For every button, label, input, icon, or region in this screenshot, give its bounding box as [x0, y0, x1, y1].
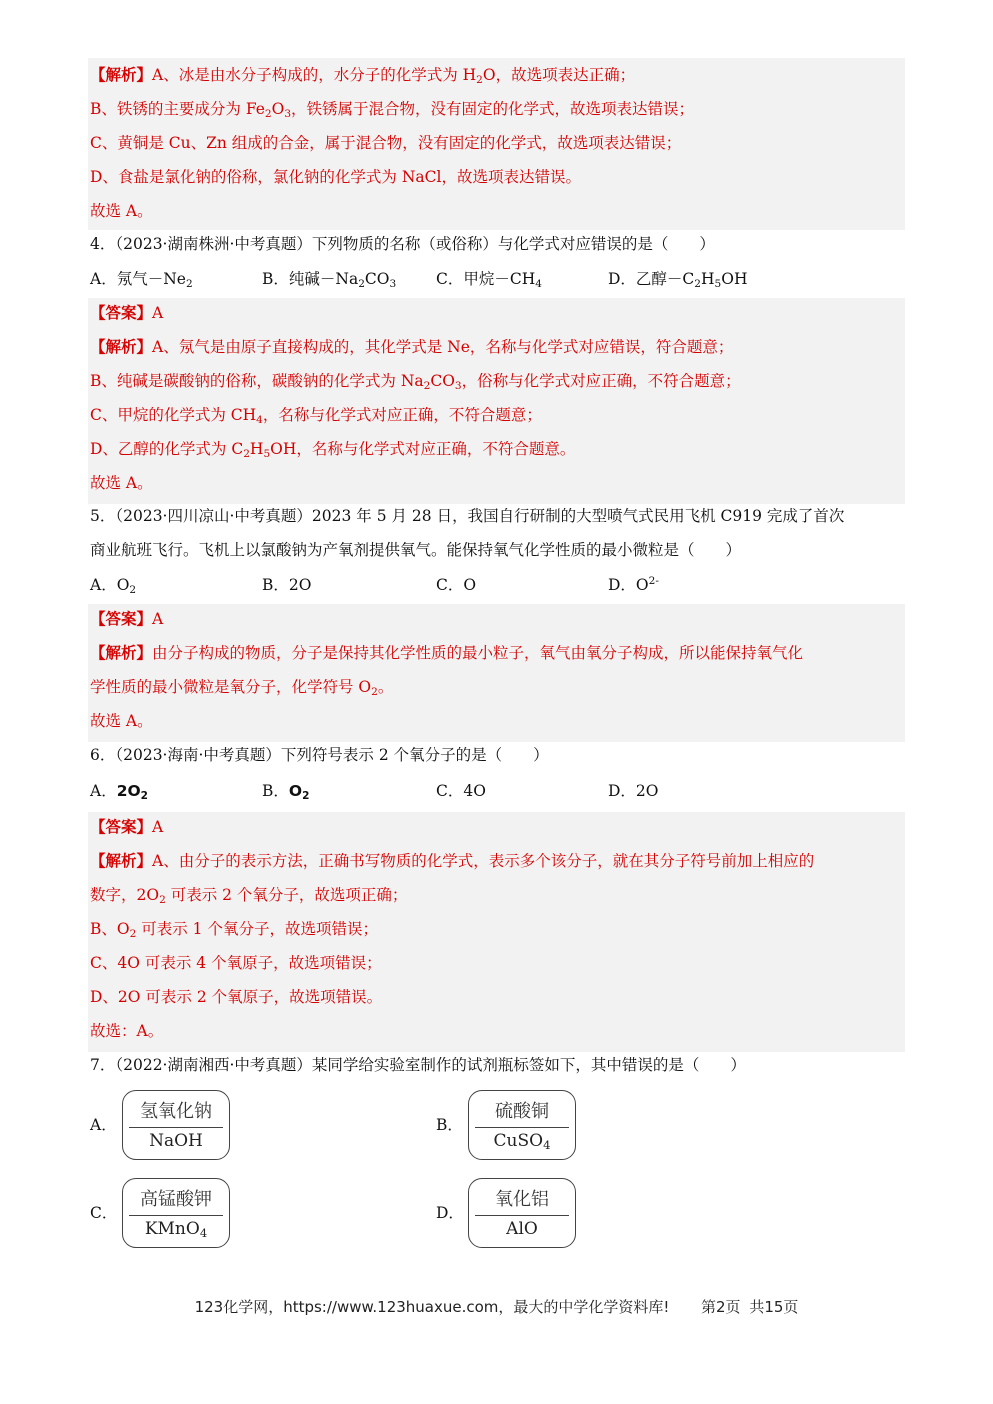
- reagent-name: 氢氧化钠: [140, 1101, 212, 1122]
- q5-option-c: C．O: [436, 576, 477, 594]
- q7-option-c-letter: C．: [90, 1204, 118, 1222]
- q5-analysis-line2: 学性质的最小微粒是氧分子，化学符号 $O_2$。: [90, 678, 394, 698]
- label-divider: [129, 1127, 223, 1128]
- q5-answer: 【答案】A: [90, 609, 164, 628]
- q5-analysis-line1: 【解析】由分子构成的物质，分子是保持其化学性质的最小粒子，氧气由氧分子构成，所以能保持氧气化: [90, 643, 804, 662]
- q7-option-b-letter: B．: [436, 1116, 463, 1134]
- page-footer: [0, 1296, 993, 1317]
- q3-analysis-d: D、食盐是氯化钠的俗称，氯化钠的化学式为 NaCl，故选项表达错误。: [90, 168, 581, 186]
- q3-conclusion: 故选 A。: [90, 202, 153, 220]
- q7-option-a-letter: A．: [90, 1116, 117, 1134]
- label-divider: [475, 1215, 569, 1216]
- q4-analysis-b: B、纯碱是碳酸钠的俗称，碳酸钠的化学式为 $Na_2CO_3$，俗称与化学式对应正确，不符合题意；: [90, 372, 741, 392]
- q6-conclusion: 故选：A。: [90, 1022, 164, 1040]
- q6-option-a: A．$2O_2$: [90, 782, 148, 802]
- q4-analysis-a: 【解析】A、氖气是由原子直接构成的，其化学式是 Ne，名称与化学式对应错误，符合题意；: [90, 337, 734, 356]
- q4-analysis-d: D、乙醇的化学式为 $C_2H_5OH$，名称与化学式对应正确，不符合题意。: [90, 440, 576, 460]
- q6-option-c: C．4O: [436, 782, 486, 800]
- q3-analysis-b: B、铁锈的主要成分为 $Fe_2O_3$，铁锈属于混合物，没有固定的化学式，故选项表达错误；: [90, 100, 695, 120]
- footer-site: 123化学网，https://www.123huaxue.com，最大的中学化学资料库!: [194, 1298, 670, 1316]
- reagent-formula: NaOH: [149, 1131, 203, 1151]
- footer-page-number: 第2页: [701, 1298, 741, 1316]
- reagent-formula: KMnO$_4$: [144, 1219, 208, 1241]
- q4-conclusion: 故选 A。: [90, 474, 153, 492]
- reagent-formula: CuSO$_4$: [493, 1131, 551, 1153]
- q5-option-a: A．$O_2$: [90, 576, 137, 596]
- q5-stem-line2: 商业航班飞行。飞机上以氯酸钠为产氧剂提供氧气。能保持氧气化学性质的最小微粒是（ ）: [90, 541, 742, 559]
- q4-option-c: C．甲烷$-CH_4$: [436, 270, 542, 290]
- q4-option-a: A．氖气$-Ne_2$: [90, 270, 193, 290]
- q4-analysis-c: C、甲烷的化学式为 $CH_4$，名称与化学式对应正确，不符合题意；: [90, 406, 542, 426]
- q6-stem: 6．（2023·海南·中考真题）下列符号表示 2 个氧分子的是（ ）: [90, 746, 549, 764]
- q5-option-b: B．2O: [262, 576, 312, 594]
- q6-option-b: B．$O_2$: [262, 782, 310, 802]
- q3-analysis-c: C、黄铜是 Cu、Zn 组成的合金，属于混合物，没有固定的化学式，故选项表达错误；: [90, 134, 682, 152]
- reagent-name: 高锰酸钾: [140, 1189, 212, 1210]
- q3-analysis-a: 【解析】A、冰是由水分子构成的，水分子的化学式为 $H_2O$，故选项表达正确；: [90, 65, 636, 86]
- label-divider: [129, 1215, 223, 1216]
- q5-conclusion: 故选 A。: [90, 712, 153, 730]
- q6-analysis-c: C、4O 可表示 4 个氧原子，故选项错误；: [90, 954, 382, 972]
- q4-stem: 4．（2023·湖南株洲·中考真题）下列物质的名称（或俗称）与化学式对应错误的是（ ）: [90, 235, 715, 253]
- q7-option-b-label: [468, 1090, 576, 1160]
- q4-answer: 【答案】A: [90, 303, 164, 322]
- label-divider: [475, 1127, 569, 1128]
- q6-option-d: D．2O: [608, 782, 659, 800]
- q4-option-b: B．纯碱$-Na_2CO_3$: [262, 270, 397, 290]
- q7-option-d-label: [468, 1178, 576, 1248]
- q7-option-d-letter: D．: [436, 1204, 464, 1222]
- q6-analysis-d: D、2O 可表示 2 个氧原子，故选项错误。: [90, 988, 383, 1006]
- q6-answer: 【答案】A: [90, 817, 164, 836]
- q6-analysis-a1: 【解析】A、由分子的表示方法，正确书写物质的化学式，表示多个该分子，就在其分子符号前加上相应的: [90, 851, 815, 870]
- q6-analysis-a2: 数字，$2O_2$ 可表示 2 个氧分子，故选项正确；: [90, 886, 408, 906]
- footer-total-pages: 共15页: [749, 1298, 799, 1316]
- reagent-name: 硫酸铜: [495, 1101, 549, 1122]
- q4-option-d: D．乙醇$-C_2H_5OH$: [608, 270, 748, 290]
- q5-option-d: D．$O^{2-}$: [608, 575, 659, 594]
- q6-analysis-b: B、$O_2$ 可表示 1 个氧分子，故选项错误；: [90, 920, 378, 940]
- q7-option-c-label: [122, 1178, 230, 1248]
- q5-stem-line1: 5．（2023·四川凉山·中考真题）2023 年 5 月 28 日，我国自行研制的大型喷气式民用飞机 C919 完成了首次: [90, 507, 845, 525]
- q7-option-a-label: [122, 1090, 230, 1160]
- reagent-name: 氧化铝: [495, 1189, 549, 1210]
- q7-stem: 7．（2022·湖南湘西·中考真题）某同学给实验室制作的试剂瓶标签如下，其中错误的是（ ）: [90, 1056, 746, 1074]
- reagent-formula: AlO: [506, 1219, 538, 1239]
